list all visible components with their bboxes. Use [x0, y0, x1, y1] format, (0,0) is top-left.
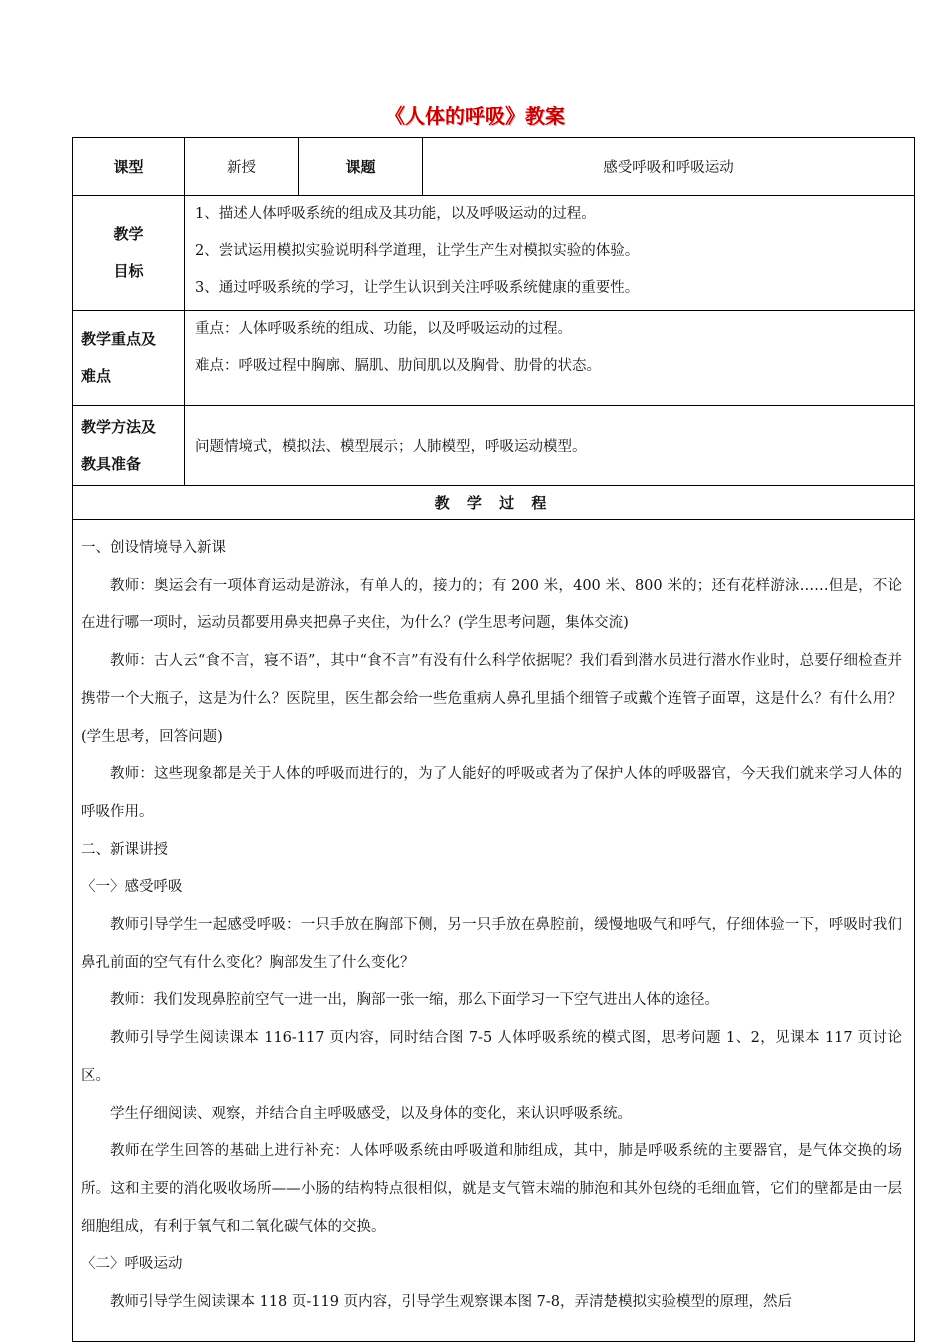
- process-paragraph: 教师引导学生阅读课本 116-117 页内容，同时结合图 7-5 人体呼吸系统的模式图，思考问题 1、2，见课本 117 页讨论区。: [81, 1030, 902, 1084]
- process-paragraph: 教师：奥运会有一项体育运动是游泳，有单人的，接力的；有 200 米，400 米、800 米的；还有花样游泳……但是，不论在进行哪一项时，运动员都要用鼻夹把鼻子夹住，为什么？(学生思考问题，集体交流): [81, 577, 902, 632]
- methods-content: 问题情境式，模拟法、模型展示；人肺模型，呼吸运动模型。: [185, 406, 915, 486]
- key-points-content: [185, 311, 915, 406]
- key-points-label: [73, 311, 185, 406]
- process-paragraph: 教师引导学生阅读课本 118 页-119 页内容，引导学生观察课本图 7-8，弄清楚模拟实验模型的原理，然后: [110, 1294, 793, 1311]
- type-value: 新授: [185, 138, 299, 196]
- methods-label-line1: 教学方法及: [81, 417, 157, 436]
- objective-item: 2、尝试运用模拟实验说明科学道理，让学生产生对模拟实验的体验。: [195, 243, 640, 259]
- topic-label: 课题: [299, 138, 423, 196]
- process-section-heading: 二、新课讲授: [81, 841, 168, 858]
- process-body: [81, 530, 902, 1322]
- document-title: 《人体的呼吸》教案: [385, 104, 565, 128]
- key-points-row: [73, 311, 915, 406]
- methods-label: [73, 406, 185, 486]
- process-content: [73, 520, 915, 1342]
- objective-item: 3、通过呼吸系统的学习，让学生认识到关注呼吸系统健康的重要性。: [195, 280, 640, 296]
- process-paragraph: 教师：古人云“食不言，寝不语”，其中“食不言”有没有什么科学依据呢？我们看到潜水员进行潜水作业时，总要仔细检查并携带一个大瓶子，这是为什么？医院里，医生都会给一些危重病人鼻孔里插个细管子或戴个连管子面罩，这是什么？有什么用？(学生思考，回答问题): [81, 653, 902, 745]
- process-paragraph: 教师：这些现象都是关于人体的呼吸而进行的，为了人能好的呼吸或者为了保护人体的呼吸器官，今天我们就来学习人体的呼吸作用。: [81, 766, 902, 820]
- objectives-content: [185, 196, 915, 311]
- key-points-label-line2: 难点: [81, 367, 112, 385]
- objectives-label: [73, 196, 185, 311]
- type-label: 课型: [73, 138, 185, 196]
- objectives-label-line1: 教学: [113, 225, 144, 243]
- methods-row: [73, 406, 915, 486]
- process-paragraph: 学生仔细阅读、观察，并结合自主呼吸感受，以及身体的变化，来认识呼吸系统。: [110, 1105, 632, 1122]
- process-section-heading: 一、创设情境导入新课: [81, 540, 226, 556]
- methods-label-line2: 教具准备: [81, 454, 142, 473]
- process-section-heading: 〈二〉呼吸运动: [81, 1256, 183, 1273]
- difficulty-point: 难点：呼吸过程中胸廓、膈肌、肋间肌以及胸骨、肋骨的状态。: [195, 358, 601, 374]
- process-header: 教 学 过 程: [73, 486, 915, 520]
- process-paragraph: 教师：我们发现鼻腔前空气一进一出，胸部一张一缩，那么下面学习一下空气进出人体的途径。: [110, 992, 719, 1009]
- key-points-label-line1: 教学重点及: [81, 330, 157, 348]
- process-paragraph: 教师在学生回答的基础上进行补充：人体呼吸系统由呼吸道和肺组成，其中，肺是呼吸系统的主要器官，是气体交换的场所。这和主要的消化吸收场所——小肠的结构特点很相似，就是支气管末端的肺泡和其外包绕的毛细血管，它们的壁都是由一层细胞组成，有利于氧气和二氧化碳气体的交换。: [81, 1143, 902, 1235]
- info-row: [73, 138, 915, 196]
- process-row: [73, 520, 915, 1342]
- topic-value: 感受呼吸和呼吸运动: [423, 138, 915, 196]
- objectives-row: [73, 196, 915, 311]
- process-section-heading: 〈一〉感受呼吸: [81, 879, 183, 896]
- objective-item: 1、描述人体呼吸系统的组成及其功能，以及呼吸运动的过程。: [195, 206, 596, 222]
- lesson-plan-table: [72, 137, 915, 1342]
- process-paragraph: 教师引导学生一起感受呼吸：一只手放在胸部下侧，另一只手放在鼻腔前，缓慢地吸气和呼气，仔细体验一下，呼吸时我们鼻孔前面的空气有什么变化？胸部发生了什么变化？: [81, 917, 902, 971]
- objectives-label-line2: 目标: [113, 262, 144, 280]
- key-point: 重点：人体呼吸系统的组成、功能，以及呼吸运动的过程。: [195, 321, 572, 337]
- process-header-row: [73, 486, 915, 520]
